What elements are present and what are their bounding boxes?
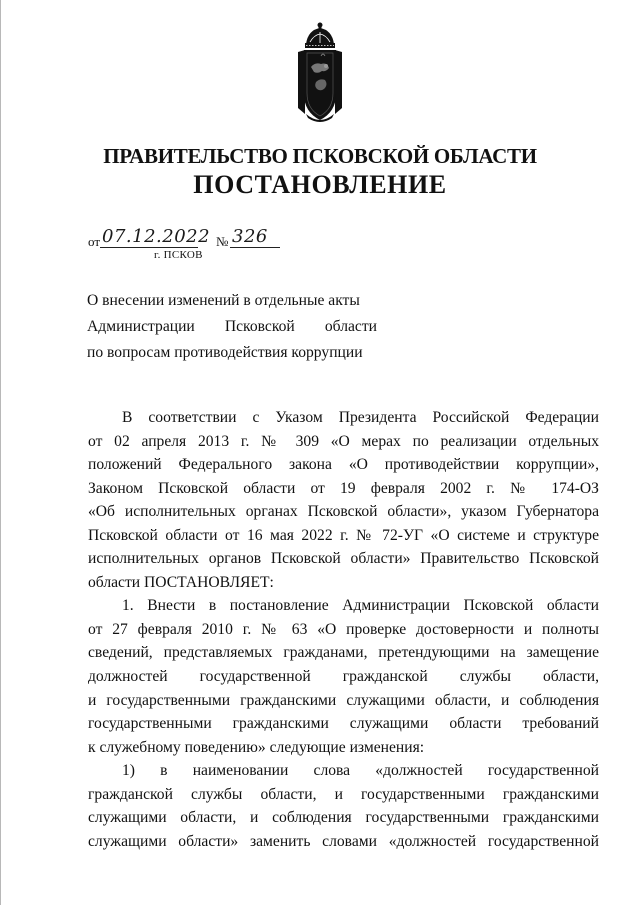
subject-line [87, 314, 377, 340]
body-line: должностей государственной гражданской службы области, [88, 668, 599, 686]
body-line: «Об исполнительных органах Псковской области», указом Губернатора [88, 503, 599, 521]
body-line: служащими области» заменить словами «должностей государственной [88, 832, 599, 850]
body-line: государственными гражданскими служащими области требований [88, 715, 599, 733]
scan-edge [0, 0, 1, 905]
subject-line: по вопросам противодействия коррупции [87, 344, 363, 361]
body-line: и государственными гражданскими служащими области, и соблюдения [88, 691, 599, 709]
body-line: к служебному поведению» следующие изменения: [88, 738, 425, 756]
pskov-oblast-coat-of-arms-icon [292, 22, 348, 126]
body-line: гражданской службы области, и государственными гражданскими [88, 785, 599, 803]
body-line: 1) в наименовании слова «должностей государственной [122, 762, 599, 780]
body-line: положений Федерального закона «О противодействии коррупции», [88, 456, 599, 474]
body-line: Законом Псковской области от 19 февраля 2002 г. № 174-ОЗ [88, 479, 599, 497]
body-line: служащими области, и соблюдения государственными гражданскими [88, 809, 599, 827]
document-type-title: ПОСТАНОВЛЕНИЕ [193, 170, 447, 199]
date-underline [100, 247, 198, 248]
number-prefix: № [216, 234, 229, 249]
body-line: исполнительных органов Псковской области» Правительство Псковской [88, 550, 599, 568]
date-value: 07.12.2022 [102, 226, 211, 247]
number-underline [230, 247, 280, 248]
number-value: 326 [232, 226, 268, 247]
body-line: В соответствии с Указом Президента Российской Федерации [122, 409, 599, 426]
government-name: ПРАВИТЕЛЬСТВО ПСКОВСКОЙ ОБЛАСТИ [103, 144, 537, 168]
body-line: 1. Внести в постановление Администрации Псковской области [122, 597, 599, 615]
date-prefix: от [88, 234, 101, 249]
subject-word: Псковской [224, 318, 295, 335]
document-subject [87, 288, 377, 366]
subject-word: области [324, 318, 377, 335]
subject-line: О внесении изменений в отдельные акты [87, 292, 360, 309]
subject-word: Администрации [87, 318, 195, 335]
document-body [88, 406, 599, 853]
body-line: области ПОСТАНОВЛЯЕТ: [88, 573, 274, 591]
body-line: от 27 февраля 2010 г. № 63 «О проверке достоверности и полноты [88, 620, 599, 638]
body-line: от 02 апреля 2013 г. № 309 «О мерах по реализации отдельных [88, 432, 599, 450]
body-line: Псковской области от 16 мая 2022 г. № 72-УГ «О системе и структуре [88, 526, 599, 544]
city-label: г. ПСКОВ [154, 249, 203, 261]
body-line: сведений, представляемых гражданами, претендующими на замещение [88, 644, 599, 662]
